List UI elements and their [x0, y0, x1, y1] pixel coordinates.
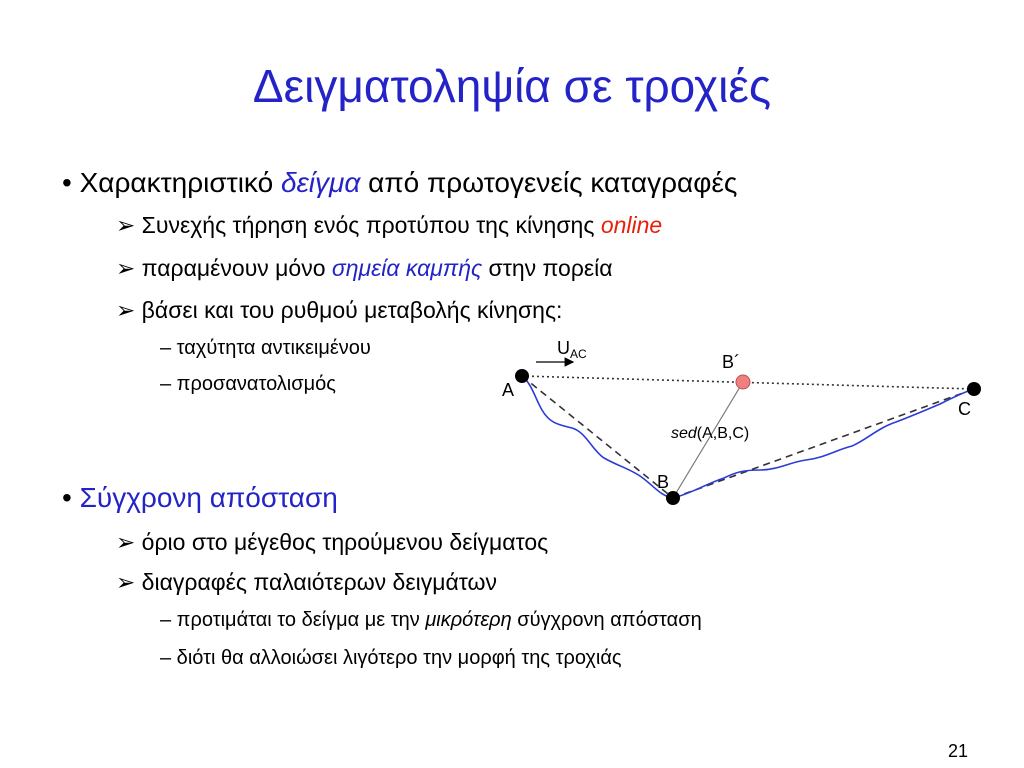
emphasis-sample: δείγμα: [280, 167, 361, 198]
emphasis-smallest: μικρότερη: [425, 609, 512, 631]
page-number: 21: [948, 741, 969, 761]
dash-item-less-distortion: – διότι θα αλλοιώσει λιγότερο την μορφή της τροχιάς: [160, 647, 622, 669]
heading-synchronous-distance: Σύγχρονη απόσταση: [79, 482, 338, 513]
point-c: [967, 382, 981, 396]
text: βάσει και του ρυθμού μεταβολής κίνησης:: [141, 297, 563, 323]
bullet-marker: •: [62, 167, 72, 198]
emphasis-turning-points: σημεία καμπής: [331, 255, 483, 281]
label-b-prime: B´: [722, 352, 740, 372]
arrow-bullet-icon: ➢: [116, 569, 136, 595]
arrow-bullet-icon: ➢: [116, 529, 136, 555]
dash-item-speed: – ταχύτητα αντικειμένου: [160, 337, 371, 359]
text: Συνεχής τήρηση ενός προτύπου της κίνησης: [141, 212, 595, 238]
emphasis-online: online: [600, 212, 663, 238]
text: στην πορεία: [488, 255, 613, 281]
arrow-bullet-icon: ➢: [116, 255, 136, 281]
label-sed-args: (A,B,C): [696, 425, 750, 442]
dashed-line-a-b: [522, 376, 673, 498]
text: όριο στο μέγεθος τηρούμενου δείγματος: [141, 529, 549, 555]
point-b-prime: [736, 375, 750, 389]
label-u-subscript: AC: [570, 347, 587, 361]
label-u: [557, 338, 587, 361]
text: διαγραφές παλαιότερων δειγμάτων: [141, 569, 497, 595]
label-c: C: [958, 399, 971, 419]
dash-item-orientation: – προσανατολισμός: [160, 373, 336, 395]
text: Χαρακτηριστικό: [79, 167, 274, 198]
point-a: [515, 369, 529, 383]
text: παραμένουν μόνο: [141, 255, 326, 281]
label-u-main: U: [557, 338, 570, 358]
point-b: [666, 491, 680, 505]
slide-title: Δειγματοληψία σε τροχιές: [252, 60, 772, 112]
label-sed: [671, 425, 749, 442]
arrow-bullet-icon: ➢: [116, 297, 136, 323]
text: από πρωτογενείς καταγραφές: [368, 167, 738, 198]
text: σύγχρονη απόσταση: [517, 609, 702, 631]
label-a: A: [502, 380, 515, 400]
dashed-line-b-c: [673, 389, 974, 498]
label-b: B: [657, 472, 670, 492]
bullet-marker: •: [62, 482, 72, 513]
text: – προτιμάται το δείγμα με την: [160, 609, 420, 631]
arrow-bullet-icon: ➢: [116, 212, 136, 238]
label-sed-em: sed: [671, 425, 697, 442]
